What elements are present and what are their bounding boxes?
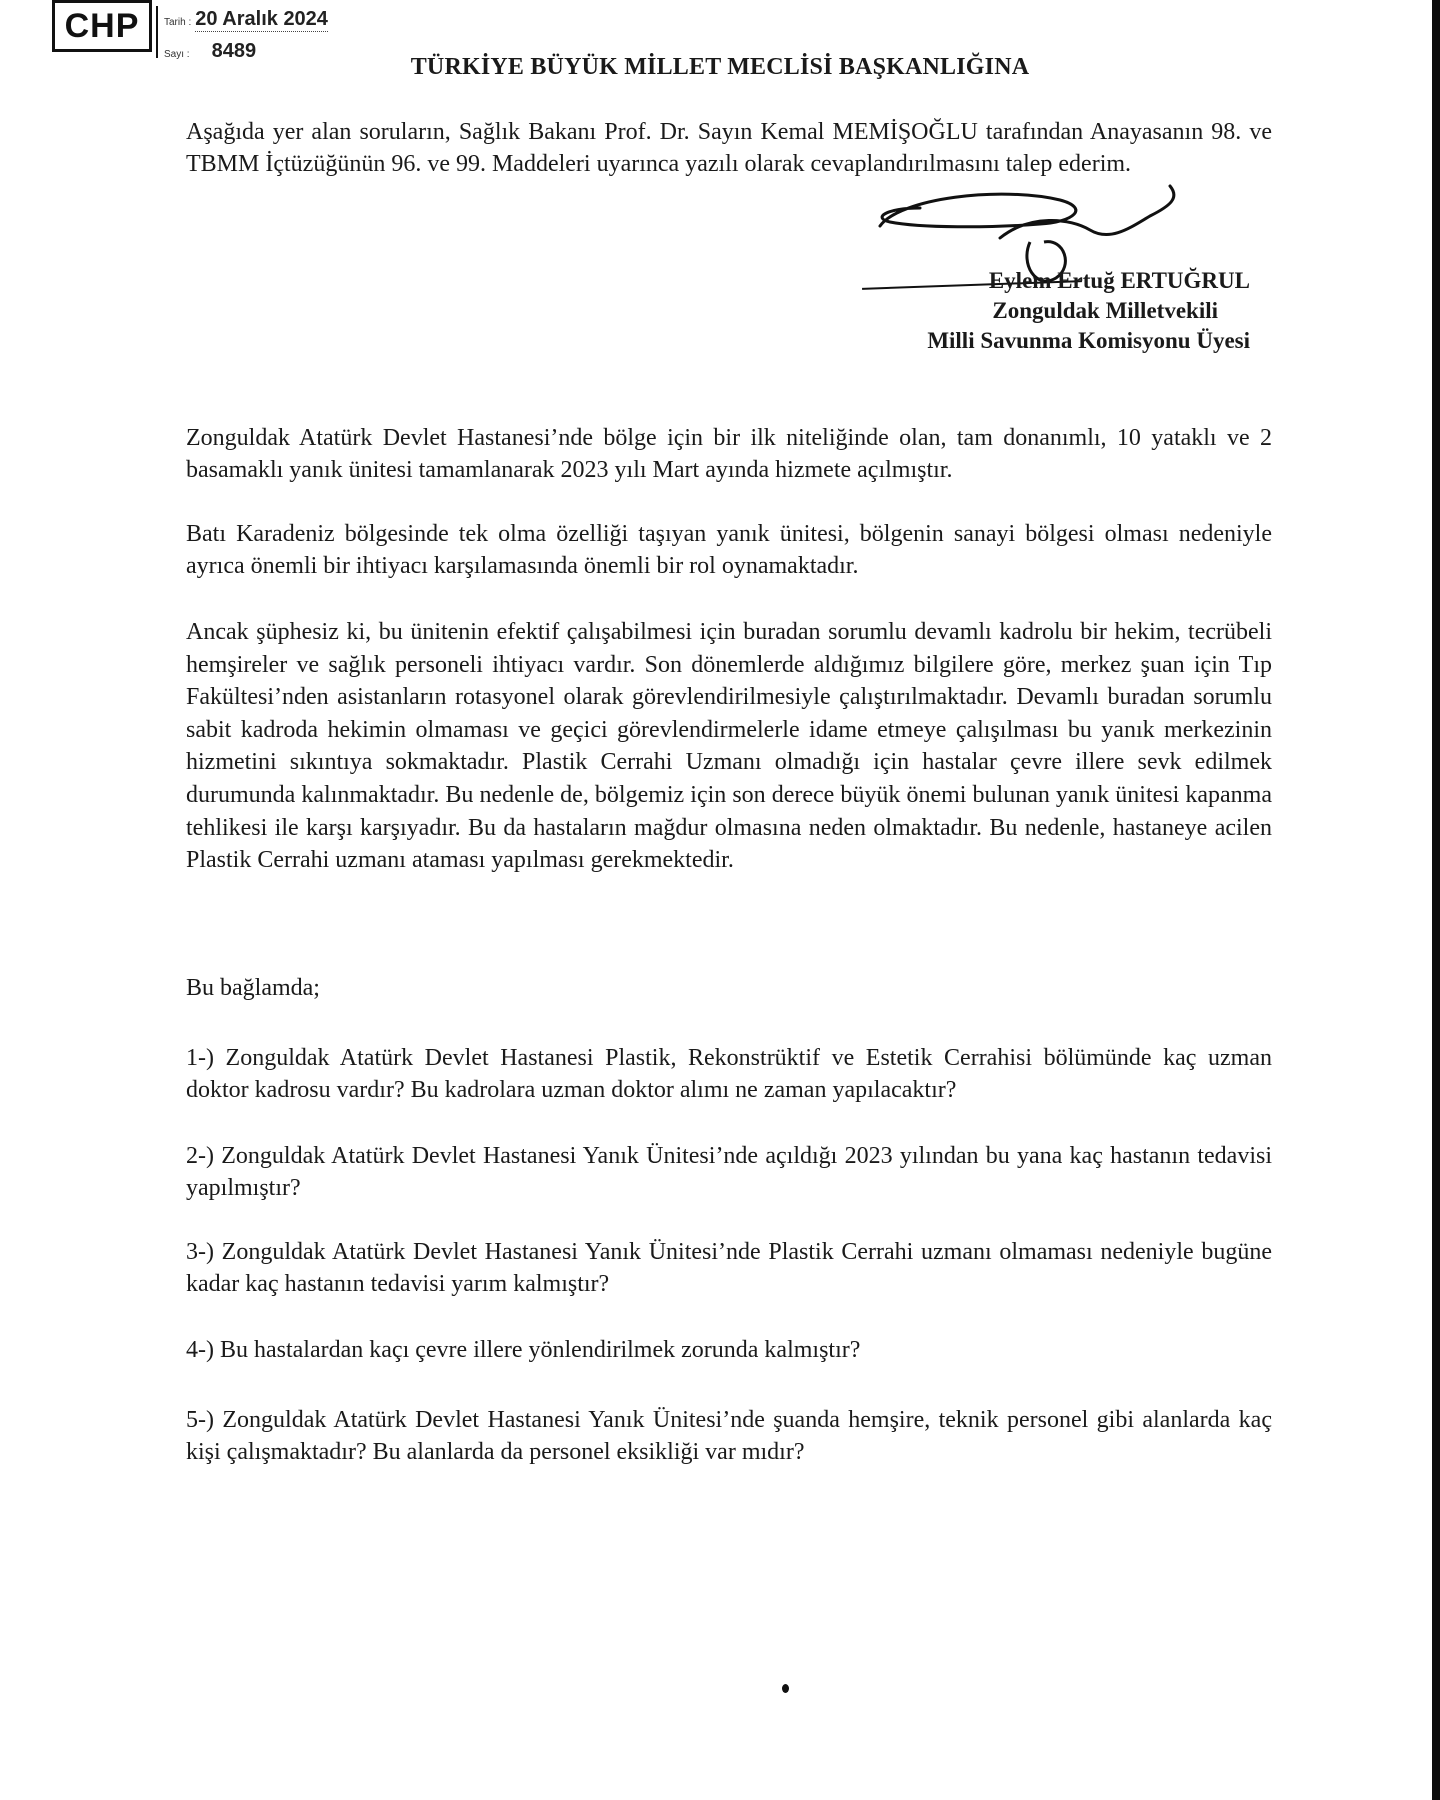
stamp-date-row: [164, 8, 328, 32]
party-stamp: [52, 0, 152, 52]
page-title: TÜRKİYE BÜYÜK MİLLET MECLİSİ BAŞKANLIĞINA: [410, 54, 1030, 80]
date-label: Tarih :: [164, 17, 192, 28]
stamp-fields: [156, 6, 358, 62]
question-1: 1-) Zonguldak Atatürk Devlet Hastanesi Plastik, Rekonstrüktif ve Estetik Cerrahisi bölümünde kaç uzman doktor kadrosu vardır? Bu kadrolara uzman doktor alımı ne zaman yapılacaktır?: [186, 1045, 1272, 1103]
question-5: 5-) Zonguldak Atatürk Devlet Hastanesi Yanık Ünitesi’nde şuanda hemşire, teknik personel gibi alanlarda kaç kişi çalışmaktadır? Bu alanlarda da personel eksikliği var mıdır?: [186, 1407, 1272, 1465]
party-name: CHP: [64, 6, 140, 45]
signatory-committee: Milli Savunma Komisyonu Üyesi: [927, 328, 1250, 353]
signatory-role: Zonguldak Milletvekili: [992, 298, 1218, 323]
date-value: 20 Aralık 2024: [195, 8, 328, 30]
body-paragraph-3: Ancak şüphesiz ki, bu ünitenin efektif çalışabilmesi için buradan sorumlu devamlı kadrolu bir hekim, tecrübeli hemşireler ve sağlık personeli ihtiyacı vardır. Son dönemlerde aldığımız bilgilere göre, merkez şuan için Tıp Fakültesi’nden asistanların rotasyonel olarak görevlendirilmesiyle çalıştırılmaktadır. Devamlı buradan sorumlu sabit kadroda hekimin olmaması ve geçici görevlendirmelerle idame etmeye çalışılması bu yanık merkezinin hizmetini sıkıntıya sokmaktadır. Plastik Cerrahi Uzmanı olmadığı için hastalar çevre illere sevk edilmek durumunda kalınmaktadır. Bu nedenle de, bölgemiz için son derece büyük önemi bulunan yanık ünitesi kapanma tehlikesi ile karşı karşıyadır. Bu da hastaların mağdur olmasına neden olmaktadır. Bu nedenle, hastaneye acilen Plastik Cerrahi uzmanı ataması yapılması gerekmektedir.: [186, 619, 1272, 874]
signatory-name: Eylem Ertuğ ERTUĞRUL: [988, 268, 1250, 293]
intro-paragraph: Aşağıda yer alan soruların, Sağlık Bakanı Prof. Dr. Sayın Kemal MEMİŞOĞLU tarafından Anayasanın 98. ve TBMM İçtüzüğünün 96. ve 99. Maddeleri uyarınca yazılı olarak cevaplandırılmasını talep ederim.: [186, 119, 1272, 177]
number-label: Sayı :: [164, 49, 190, 60]
number-value: 8489: [211, 40, 257, 62]
ink-dot: [782, 1684, 789, 1693]
question-2: 2-) Zonguldak Atatürk Devlet Hastanesi Yanık Ünitesi’nde açıldığı 2023 yılından bu yana kaç hastanın tedavisi yapılmıştır?: [186, 1143, 1272, 1201]
body-paragraph-1: Zonguldak Atatürk Devlet Hastanesi’nde bölge için bir ilk niteliğinde olan, tam donanımlı, 10 yataklı ve 2 basamaklı yanık ünitesi tamamlanarak 2023 yılı Mart ayında hizmete açılmıştır.: [186, 425, 1272, 483]
context-line: Bu bağlamda;: [186, 975, 320, 1001]
question-4: 4-) Bu hastalardan kaçı çevre illere yönlendirilmek zorunda kalmıştır?: [186, 1337, 861, 1363]
body-paragraph-2: Batı Karadeniz bölgesinde tek olma özelliği taşıyan yanık ünitesi, bölgenin sanayi bölgesi olması nedeniyle ayrıca önemli bir ihtiyacı karşılamasında önemli bir rol oynamaktadır.: [186, 521, 1272, 579]
question-3: 3-) Zonguldak Atatürk Devlet Hastanesi Yanık Ünitesi’nde Plastik Cerrahi uzmanı olmaması nedeniyle bugüne kadar kaç hastanın tedavisi yarım kalmıştır?: [186, 1239, 1272, 1297]
